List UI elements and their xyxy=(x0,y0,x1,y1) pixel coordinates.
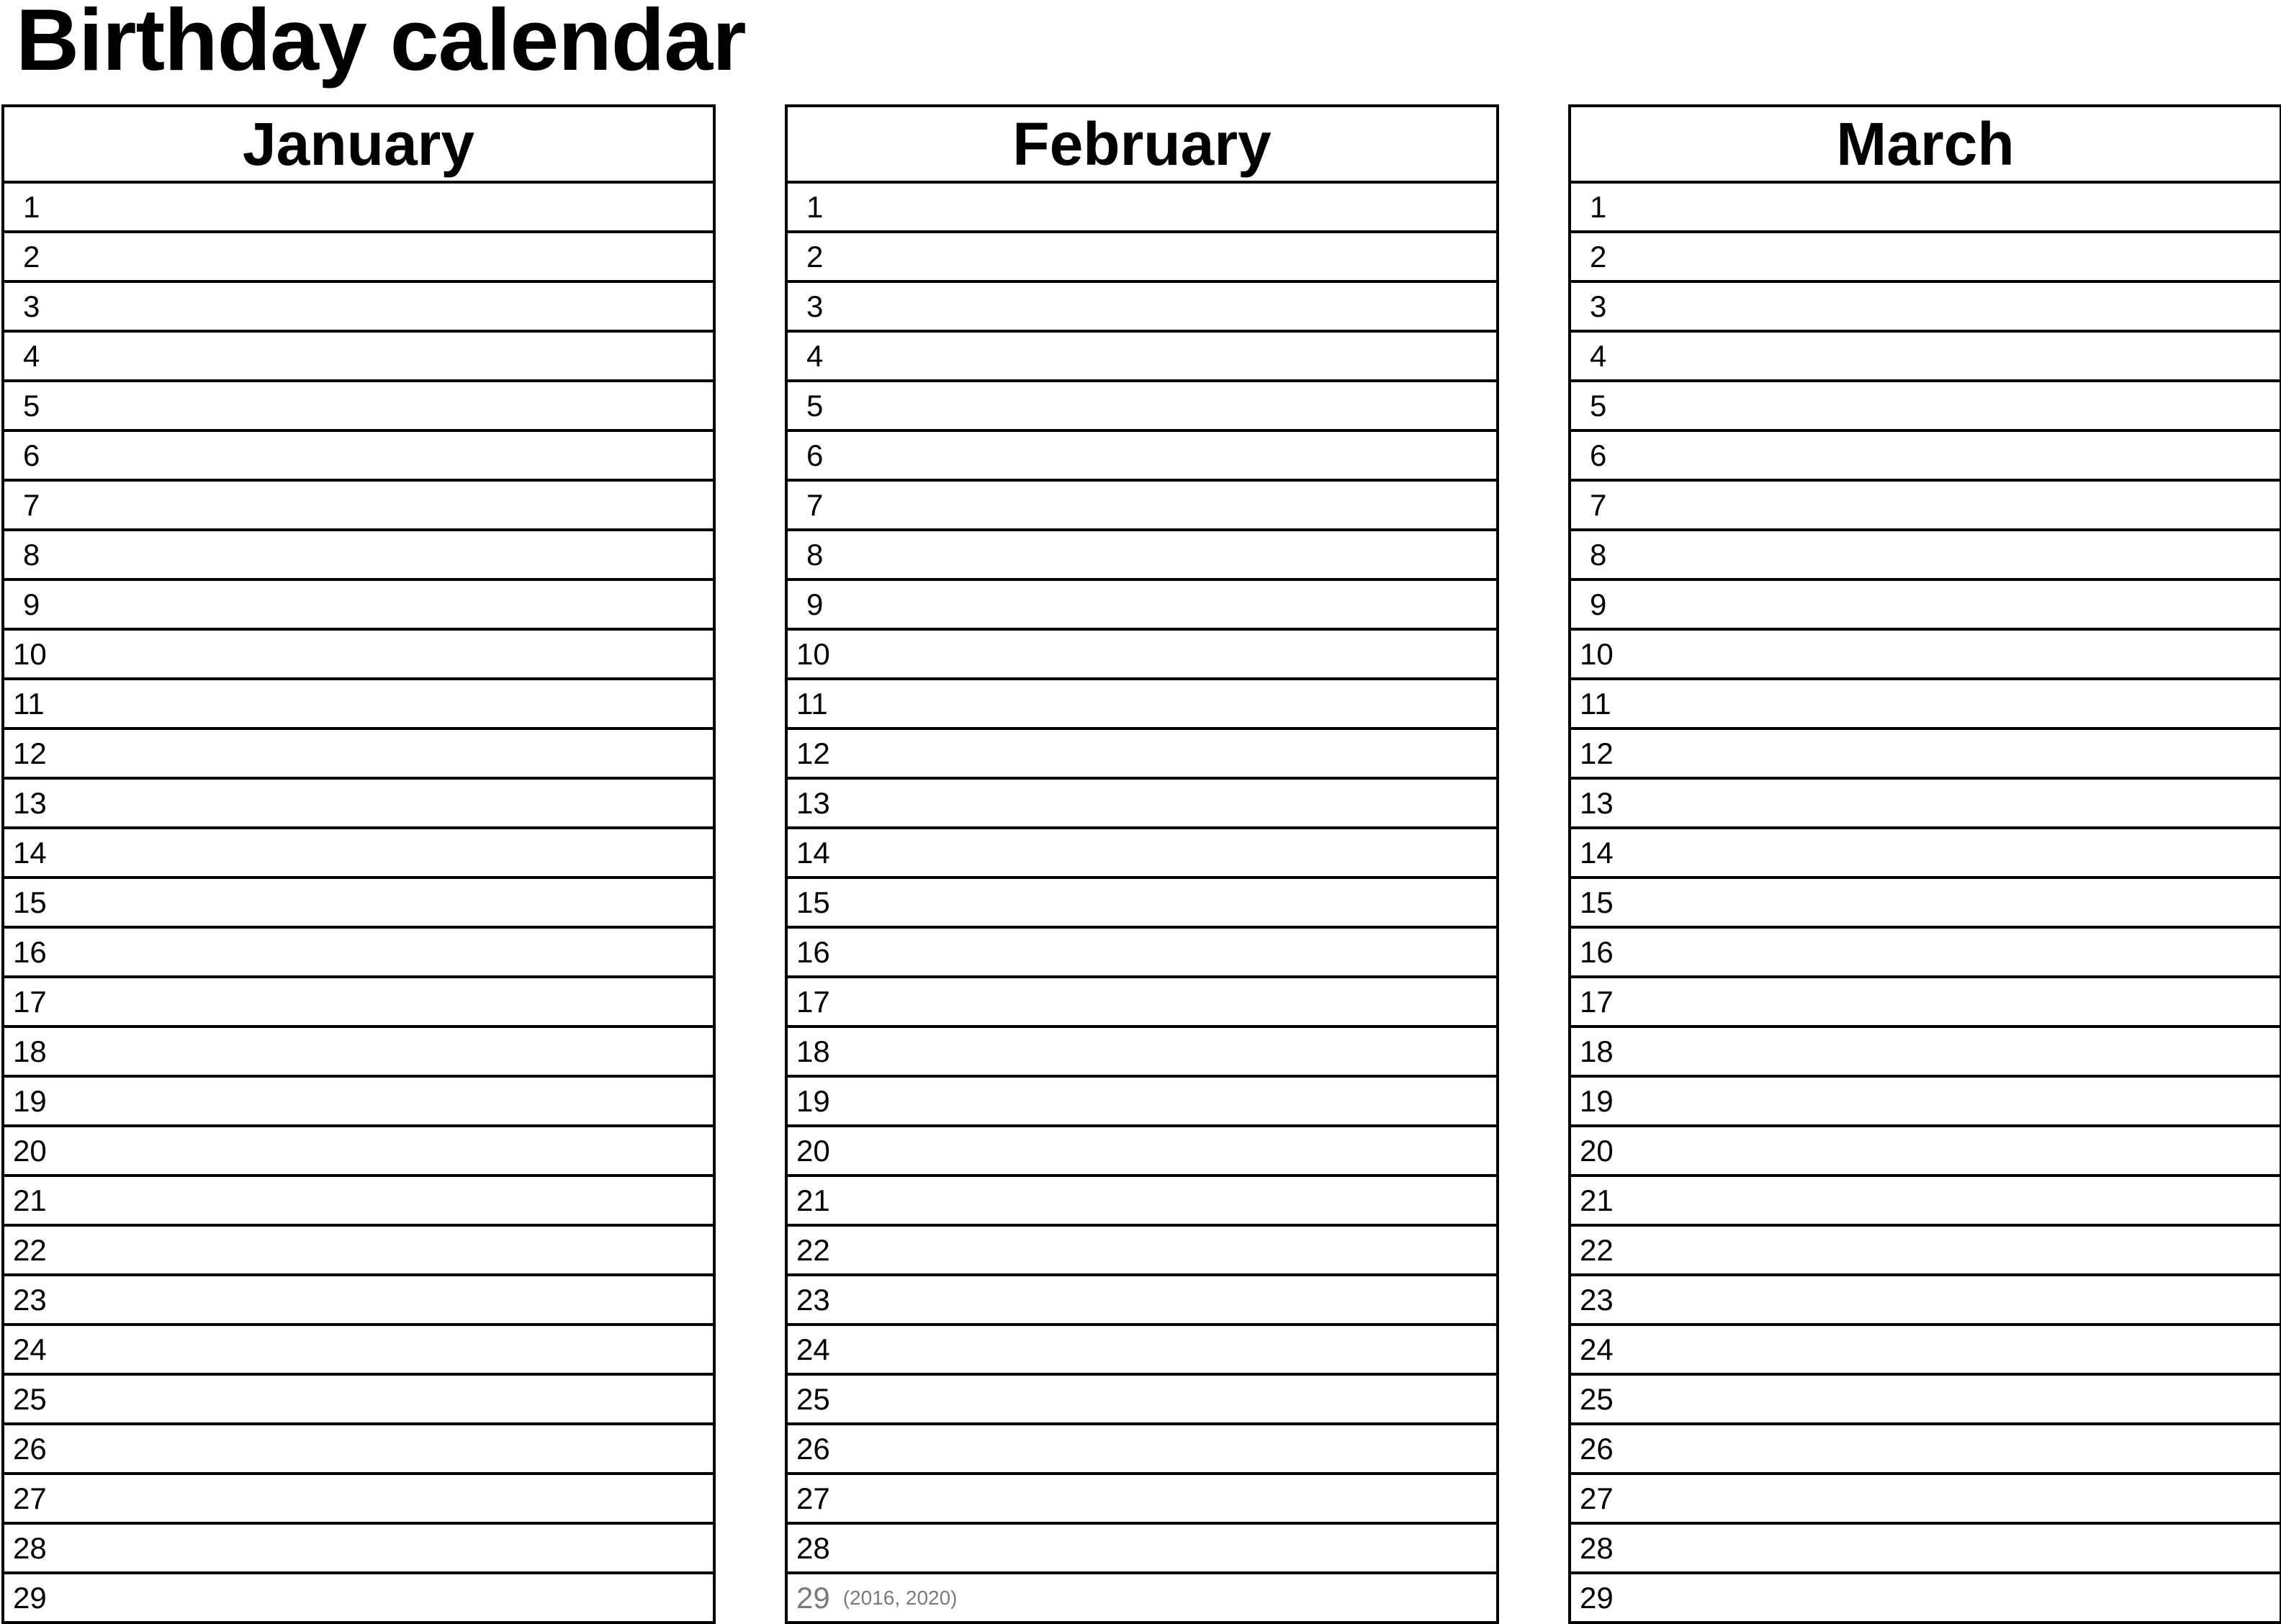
day-number: 28 xyxy=(1580,1530,1614,1565)
day-number: 14 xyxy=(796,835,830,870)
day-number: 25 xyxy=(1580,1381,1614,1416)
day-number: 4 xyxy=(23,338,40,373)
day-row[interactable] xyxy=(4,531,713,581)
day-row[interactable] xyxy=(4,730,713,780)
day-number: 11 xyxy=(13,686,45,721)
day-number: 14 xyxy=(13,835,47,870)
day-number: 2 xyxy=(806,239,824,274)
day-row[interactable] xyxy=(788,1028,1496,1078)
day-row[interactable] xyxy=(788,829,1496,879)
day-row[interactable] xyxy=(788,1276,1496,1326)
page-title: Birthday calendar xyxy=(16,0,746,89)
day-row[interactable] xyxy=(788,1177,1496,1227)
day-number: 3 xyxy=(23,289,40,323)
day-number: 8 xyxy=(23,537,40,572)
day-row[interactable] xyxy=(788,482,1496,531)
day-row[interactable] xyxy=(4,482,713,531)
day-number: 24 xyxy=(796,1332,830,1366)
day-row[interactable] xyxy=(1571,978,2280,1028)
day-number: 3 xyxy=(1590,289,1607,323)
day-row[interactable] xyxy=(1571,780,2280,829)
day-row[interactable] xyxy=(1571,531,2280,581)
day-number: 6 xyxy=(806,438,824,472)
day-row[interactable] xyxy=(4,333,713,382)
day-row[interactable] xyxy=(1571,1574,2280,1621)
day-row[interactable] xyxy=(1571,1177,2280,1227)
day-row[interactable] xyxy=(1571,1475,2280,1525)
day-row[interactable] xyxy=(4,631,713,680)
day-row[interactable] xyxy=(4,432,713,482)
day-number: 25 xyxy=(13,1381,47,1416)
day-number: 5 xyxy=(23,388,40,423)
day-number: 16 xyxy=(796,934,830,969)
day-row[interactable] xyxy=(1571,1127,2280,1177)
day-row[interactable] xyxy=(4,780,713,829)
day-number: 8 xyxy=(1590,537,1607,572)
day-row[interactable] xyxy=(788,382,1496,432)
day-number: 22 xyxy=(796,1232,830,1267)
day-row[interactable] xyxy=(1571,184,2280,233)
day-row[interactable] xyxy=(4,382,713,432)
day-number: 19 xyxy=(13,1083,47,1118)
day-row[interactable] xyxy=(1571,382,2280,432)
day-row[interactable] xyxy=(788,333,1496,382)
day-number: 11 xyxy=(796,686,828,721)
day-row[interactable] xyxy=(4,1326,713,1376)
day-row[interactable] xyxy=(1571,929,2280,978)
day-number: 27 xyxy=(1580,1481,1614,1515)
day-number: 9 xyxy=(806,587,824,621)
day-number: 20 xyxy=(13,1133,47,1168)
day-row[interactable] xyxy=(4,1227,713,1276)
day-number: 10 xyxy=(13,636,47,671)
month-header: March xyxy=(1571,107,2280,184)
day-number: 6 xyxy=(1590,438,1607,472)
day-row[interactable] xyxy=(788,1326,1496,1376)
day-row[interactable] xyxy=(4,1376,713,1425)
day-row[interactable] xyxy=(1571,581,2280,631)
day-number: 18 xyxy=(1580,1034,1614,1068)
day-row[interactable] xyxy=(4,1525,713,1574)
day-number: 24 xyxy=(1580,1332,1614,1366)
day-number: 18 xyxy=(13,1034,47,1068)
day-row[interactable] xyxy=(1571,1227,2280,1276)
day-number: 13 xyxy=(796,785,830,820)
day-number: 23 xyxy=(796,1282,830,1317)
day-number: 29 xyxy=(796,1580,830,1615)
day-row[interactable] xyxy=(1571,879,2280,929)
day-row[interactable] xyxy=(1571,1028,2280,1078)
day-number: 11 xyxy=(1580,686,1611,721)
day-number: 10 xyxy=(796,636,830,671)
day-row[interactable] xyxy=(4,1574,713,1621)
day-number: 4 xyxy=(806,338,824,373)
day-number: 5 xyxy=(1590,388,1607,423)
day-number: 26 xyxy=(1580,1431,1614,1466)
day-row[interactable] xyxy=(1571,1376,2280,1425)
day-number: 4 xyxy=(1590,338,1607,373)
day-row[interactable] xyxy=(788,184,1496,233)
day-number: 28 xyxy=(13,1530,47,1565)
day-number: 9 xyxy=(23,587,40,621)
day-number: 23 xyxy=(13,1282,47,1317)
day-row[interactable] xyxy=(1571,1276,2280,1326)
month-table-march xyxy=(1568,104,2281,1624)
day-row[interactable] xyxy=(788,879,1496,929)
day-row[interactable] xyxy=(1571,680,2280,730)
day-row[interactable] xyxy=(4,1475,713,1525)
day-row[interactable] xyxy=(4,283,713,333)
day-row[interactable] xyxy=(1571,730,2280,780)
day-row[interactable] xyxy=(1571,829,2280,879)
day-number: 26 xyxy=(13,1431,47,1466)
day-row[interactable] xyxy=(788,1127,1496,1177)
day-number: 15 xyxy=(13,885,47,919)
day-number: 14 xyxy=(1580,835,1614,870)
day-number: 27 xyxy=(796,1481,830,1515)
day-row[interactable] xyxy=(4,1276,713,1326)
day-number: 20 xyxy=(796,1133,830,1168)
day-row[interactable] xyxy=(4,581,713,631)
month-table-february xyxy=(785,104,1499,1624)
day-number: 23 xyxy=(1580,1282,1614,1317)
day-row[interactable] xyxy=(4,829,713,879)
day-row[interactable] xyxy=(788,978,1496,1028)
day-number: 29 xyxy=(1580,1580,1614,1615)
day-row[interactable] xyxy=(4,1425,713,1475)
day-number: 1 xyxy=(23,189,40,224)
day-number: 3 xyxy=(806,289,824,323)
day-number: 21 xyxy=(13,1183,47,1217)
leap-year-note: (2016, 2020) xyxy=(842,1586,958,1609)
day-number: 12 xyxy=(796,736,830,770)
day-number: 17 xyxy=(796,984,830,1019)
day-number: 21 xyxy=(796,1183,830,1217)
day-number: 26 xyxy=(796,1431,830,1466)
day-row[interactable] xyxy=(4,1127,713,1177)
day-row[interactable] xyxy=(788,1574,1496,1621)
day-number: 17 xyxy=(1580,984,1614,1019)
day-row[interactable] xyxy=(1571,432,2280,482)
day-row[interactable] xyxy=(788,780,1496,829)
day-number: 5 xyxy=(806,388,824,423)
day-number: 6 xyxy=(23,438,40,472)
day-number: 7 xyxy=(1590,487,1607,522)
day-number: 19 xyxy=(796,1083,830,1118)
day-row[interactable] xyxy=(788,1425,1496,1475)
day-row[interactable] xyxy=(1571,1525,2280,1574)
day-row[interactable] xyxy=(788,1475,1496,1525)
day-number: 25 xyxy=(796,1381,830,1416)
day-number: 22 xyxy=(13,1232,47,1267)
month-header: January xyxy=(4,107,713,184)
day-number: 13 xyxy=(1580,785,1614,820)
day-number: 19 xyxy=(1580,1083,1614,1118)
day-row[interactable] xyxy=(4,233,713,283)
day-row[interactable] xyxy=(788,680,1496,730)
day-row[interactable] xyxy=(788,531,1496,581)
day-number: 16 xyxy=(13,934,47,969)
day-row[interactable] xyxy=(1571,1078,2280,1127)
day-row[interactable] xyxy=(4,1028,713,1078)
day-number: 1 xyxy=(806,189,824,224)
month-header: February xyxy=(788,107,1496,184)
day-row[interactable] xyxy=(4,1078,713,1127)
day-row[interactable] xyxy=(788,929,1496,978)
day-number: 27 xyxy=(13,1481,47,1515)
day-number: 12 xyxy=(13,736,47,770)
day-number: 17 xyxy=(13,984,47,1019)
day-row[interactable] xyxy=(788,1525,1496,1574)
day-row[interactable] xyxy=(788,233,1496,283)
day-row[interactable] xyxy=(1571,482,2280,531)
day-row[interactable] xyxy=(788,1376,1496,1425)
day-row[interactable] xyxy=(788,730,1496,780)
day-row[interactable] xyxy=(1571,631,2280,680)
day-row[interactable] xyxy=(788,581,1496,631)
day-number: 28 xyxy=(796,1530,830,1565)
day-row[interactable] xyxy=(1571,1425,2280,1475)
day-number: 18 xyxy=(796,1034,830,1068)
day-row[interactable] xyxy=(4,978,713,1028)
day-row[interactable] xyxy=(788,432,1496,482)
day-row[interactable] xyxy=(4,184,713,233)
day-number: 22 xyxy=(1580,1232,1614,1267)
day-row[interactable] xyxy=(1571,233,2280,283)
day-number: 8 xyxy=(806,537,824,572)
day-row[interactable] xyxy=(4,680,713,730)
day-number: 7 xyxy=(806,487,824,522)
month-table-january xyxy=(1,104,716,1624)
day-number: 29 xyxy=(13,1580,47,1615)
day-row[interactable] xyxy=(4,929,713,978)
day-number: 12 xyxy=(1580,736,1614,770)
day-row[interactable] xyxy=(788,1227,1496,1276)
day-number: 16 xyxy=(1580,934,1614,969)
day-row[interactable] xyxy=(788,631,1496,680)
day-number: 10 xyxy=(1580,636,1614,671)
day-row[interactable] xyxy=(788,1078,1496,1127)
day-number: 9 xyxy=(1590,587,1607,621)
day-row[interactable] xyxy=(788,283,1496,333)
day-number: 7 xyxy=(23,487,40,522)
day-number: 24 xyxy=(13,1332,47,1366)
day-number: 1 xyxy=(1590,189,1607,224)
day-number: 2 xyxy=(23,239,40,274)
day-number: 13 xyxy=(13,785,47,820)
day-number: 21 xyxy=(1580,1183,1614,1217)
day-row[interactable] xyxy=(1571,333,2280,382)
day-number: 15 xyxy=(1580,885,1614,919)
day-row[interactable] xyxy=(1571,1326,2280,1376)
day-number: 20 xyxy=(1580,1133,1614,1168)
day-number: 2 xyxy=(1590,239,1607,274)
day-row[interactable] xyxy=(4,879,713,929)
day-row[interactable] xyxy=(1571,283,2280,333)
day-number: 15 xyxy=(796,885,830,919)
day-row[interactable] xyxy=(4,1177,713,1227)
